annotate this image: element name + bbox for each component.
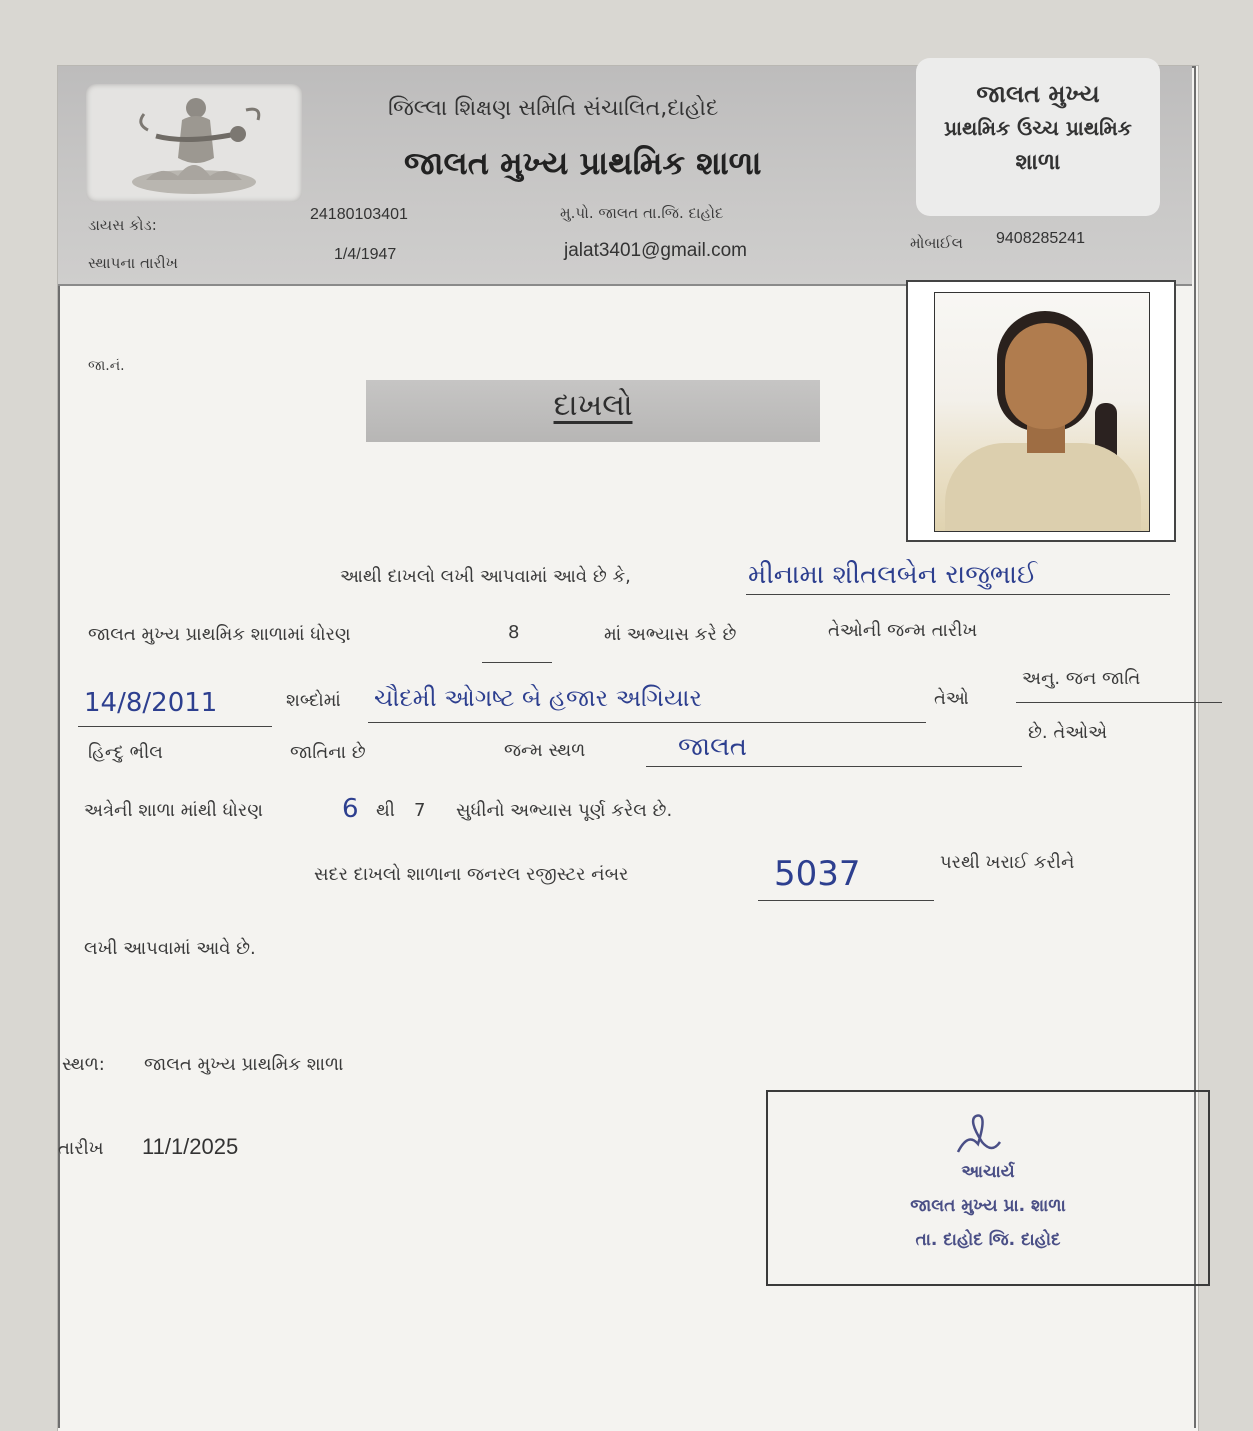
register-underline [758,900,934,901]
standard-value: 8 [508,622,520,643]
intro-text: આથી દાખલો લખી આપવામાં આવે છે કે, [340,566,631,587]
dise-code: 24180103401 [310,206,408,223]
certificate-title: દાખલો [553,388,633,423]
in-words-label: શબ્દોમાં [286,690,341,711]
student-photo [934,292,1150,532]
school-standard-text: જાલત મુખ્ય પ્રાથમિક શાળામાં ધોરણ [88,624,351,645]
mobile-label: મોબાઈલ [910,234,963,252]
standard-from: 6 [342,794,359,824]
standard-underline [482,662,552,663]
caste-value: હિન્દુ ભીલ [88,742,163,763]
district-subtitle: જિલ્લા શિક્ષણ સમિતિ સંચાલિત,દાહોદ [388,96,719,121]
issued-text: લખી આપવામાં આવે છે. [84,938,256,959]
category-value: અનુ. જન જાતિ [1022,668,1141,689]
studying-text: માં અભ્યાસ કરે છે [604,624,737,645]
completed-text-c: સુધીનો અભ્યાસ પૂર્ણ કરેલ છે. [456,800,673,821]
dise-code-label: ડાયસ કોડ: [88,216,157,234]
caste-suffix: જાતિના છે [290,742,366,763]
words-underline [368,722,926,723]
letterhead [58,66,1192,286]
place-value: જાલત મુખ્ય પ્રાથમિક શાળા [144,1054,344,1075]
student-photo-frame [906,280,1176,542]
school-logo [916,58,1160,216]
school-name: જાલત મુખ્ય પ્રાથમિક શાળા [404,144,762,182]
student-name: મીનામા શીતલબેન રાજુભાઈ [748,560,1038,590]
established-label: સ્થાપના તારીખ [88,254,178,272]
birth-place: જાલત [678,732,748,762]
register-text-b: પરથી ખરાઈ કરીને [940,852,1075,873]
birth-date-words: ચૌદમી ઓગષ્ટ બે હજાર અગિયાર [374,684,702,712]
category-underline [1016,702,1222,703]
established-date: 1/4/1947 [334,246,397,263]
reference-number-label: જા.નં. [88,358,125,374]
saraswati-icon [86,84,302,202]
place-label: સ્થળ: [62,1054,105,1075]
logo-line-2: પ્રાથમિક ઉચ્ચ પ્રાથમિક [944,116,1132,140]
completed-text-b: થી [376,800,395,821]
they-text: તેઓ [934,688,969,709]
date-label: તારીખ [58,1138,104,1159]
birthdate-label: તેઓની જન્મ તારીખ [828,620,978,641]
stamp-school: જાલત મુખ્ય પ્રા. શાળા [910,1196,1066,1216]
name-underline [746,594,1170,595]
school-email: jalat3401@gmail.com [564,240,747,261]
signature-icon [948,1102,1008,1162]
issue-date: 11/1/2025 [142,1134,239,1159]
address: મુ.પો. જાલત તા.જિ. દાહોદ [560,204,724,222]
title-bar [366,380,820,442]
stamp-principal: આચાર્ય [961,1162,1015,1182]
che-text: છે. તેઓએ [1028,722,1108,743]
signature-box [766,1090,1210,1286]
register-text-a: સદર દાખલો શાળાના જનરલ રજીસ્ટર નંબર [314,864,629,885]
birth-date: 14/8/2011 [84,688,218,718]
logo-line-3: શાળા [1015,150,1061,175]
birthplace-underline [646,766,1022,767]
stamp-taluka: તા. દાહોદ જિ. દાહોદ [915,1230,1061,1250]
logo-line-1: જાલત મુખ્ય [976,80,1100,108]
mobile-number: 9408285241 [996,230,1085,247]
birthdate-underline [78,726,272,727]
register-number: 5037 [774,854,861,894]
completed-text-a: અત્રેની શાળા માંથી ધોરણ [84,800,263,821]
standard-to: 7 [414,800,426,821]
birth-place-label: જન્મ સ્થળ [504,740,586,761]
saraswati-logo [86,84,302,202]
